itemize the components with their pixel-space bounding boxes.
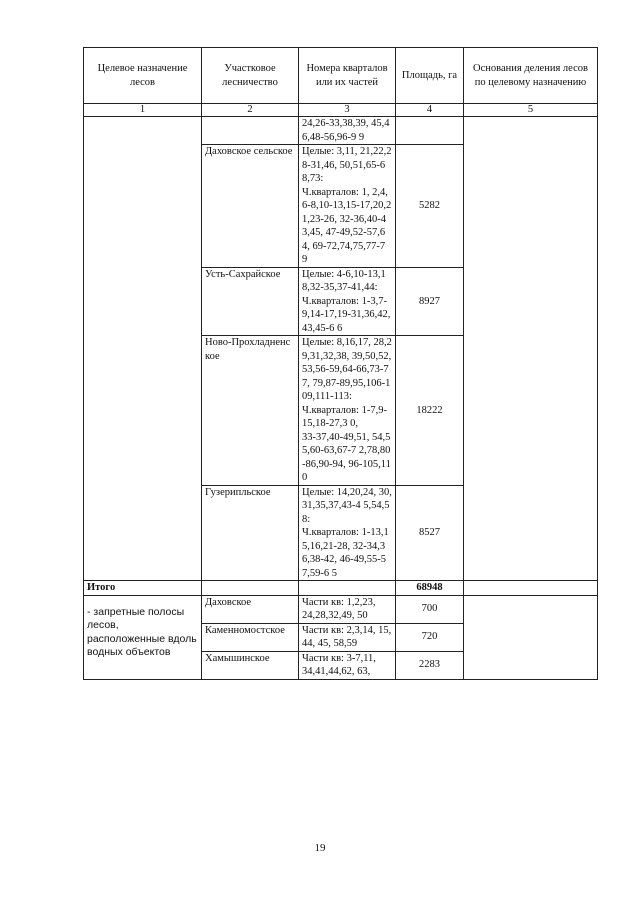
quarters-cell — [299, 485, 396, 581]
header-purpose: Целевое назначение лесов — [84, 48, 202, 104]
quarters-cell — [299, 267, 396, 336]
col-number: 5 — [464, 104, 598, 117]
total-row — [84, 581, 598, 596]
quarters-cell — [299, 336, 396, 486]
quarters-text: 24,26-33,38,39, 45,46,48-56,96-9 9 — [302, 118, 390, 143]
header-area: Площадь, га — [396, 48, 464, 104]
quarters-cell: Части кв: 3-7,11, 34,41,44,62, 63, — [299, 651, 396, 679]
empty-cell — [202, 581, 299, 596]
forestry-cell: Даховское сельское — [202, 145, 299, 268]
forestry-cell: Гузерипльское — [202, 485, 299, 581]
col-number: 1 — [84, 104, 202, 117]
quarters-partial: Ч.кварталов: 1, 2,4,6-8,10-13,15-17,20,21,23-26, 32-36,40-43,45, 47-49,52-57,64, 69-72,74,75,77-7 9 — [302, 186, 392, 265]
forestry-cell: Даховское — [202, 595, 299, 623]
quarters-partial: Ч.кварталов: 1-13,15,16,21-28, 32-34,36,38-42, 46-49,55-57,59-6 5 — [302, 527, 389, 579]
quarters-cell: Части кв: 1,2,23, 24,28,32,49, 50 — [299, 595, 396, 623]
area-cell: 720 — [396, 623, 464, 651]
quarters-cell — [299, 117, 396, 145]
basis-cell — [464, 595, 598, 679]
forestry-cell: Ново-Прохладненское — [202, 336, 299, 486]
forestry-cell: Хамышинское — [202, 651, 299, 679]
quarters-partial-cont: 33-37,40-49,51, 54,55,60-63,67-7 2,78,80-86,90-94, 96-105,110 — [302, 431, 391, 483]
area-cell: 700 — [396, 595, 464, 623]
col-number: 2 — [202, 104, 299, 117]
basis-cell — [464, 117, 598, 581]
empty-cell — [464, 581, 598, 596]
area-cell: 8927 — [396, 267, 464, 336]
forestry-cell: Усть-Сахрайское — [202, 267, 299, 336]
area-cell: 18222 — [396, 336, 464, 486]
quarters-cell: Части кв: 2,3,14, 15, 44, 45, 58,59 — [299, 623, 396, 651]
area-cell: 2283 — [396, 651, 464, 679]
quarters-whole: Целые: 14,20,24, 30,31,35,37,43-4 5,54,58: — [302, 486, 392, 525]
table-row — [84, 595, 598, 623]
purpose-cell — [84, 117, 202, 581]
header-basis: Основания деления лесов по целевому назначению — [464, 48, 598, 104]
table-row — [84, 117, 598, 145]
area-cell — [396, 117, 464, 145]
col-number: 4 — [396, 104, 464, 117]
header-quarters: Номера кварталов или их частей — [299, 48, 396, 104]
total-label: Итого — [84, 581, 202, 596]
purpose-cell: - запретные полосы лесов, расположенные вдоль водных объектов — [84, 595, 202, 679]
area-cell: 8527 — [396, 485, 464, 581]
header-row — [84, 48, 598, 104]
quarters-partial: Ч.кварталов: 1-3,7-9,14-17,19-31,36,42,43,45-6 6 — [302, 295, 391, 334]
forestry-cell: Каменномостское — [202, 623, 299, 651]
forest-purpose-table — [83, 47, 598, 680]
quarters-partial: Ч.кварталов: 1-7,9-15,18-27,3 0, — [302, 404, 387, 429]
quarters-cell — [299, 145, 396, 268]
empty-cell — [299, 581, 396, 596]
header-forestry: Участковое лесничество — [202, 48, 299, 104]
quarters-whole: Целые: 4-6,10-13,18,32-35,37-41,44: — [302, 268, 386, 293]
forestry-cell — [202, 117, 299, 145]
quarters-whole: Целые: 8,16,17, 28,29,31,32,38, 39,50,52,53,56-59,64-66,73-77, 79,87-89,95,106-109,111-113: — [302, 337, 392, 402]
page-number: 19 — [314, 842, 326, 854]
total-area: 68948 — [396, 581, 464, 596]
quarters-whole: Целые: 3,11, 21,22,28-31,46, 50,51,65-68,73: — [302, 146, 392, 184]
col-number: 3 — [299, 104, 396, 117]
area-cell: 5282 — [396, 145, 464, 268]
column-number-row — [84, 104, 598, 117]
